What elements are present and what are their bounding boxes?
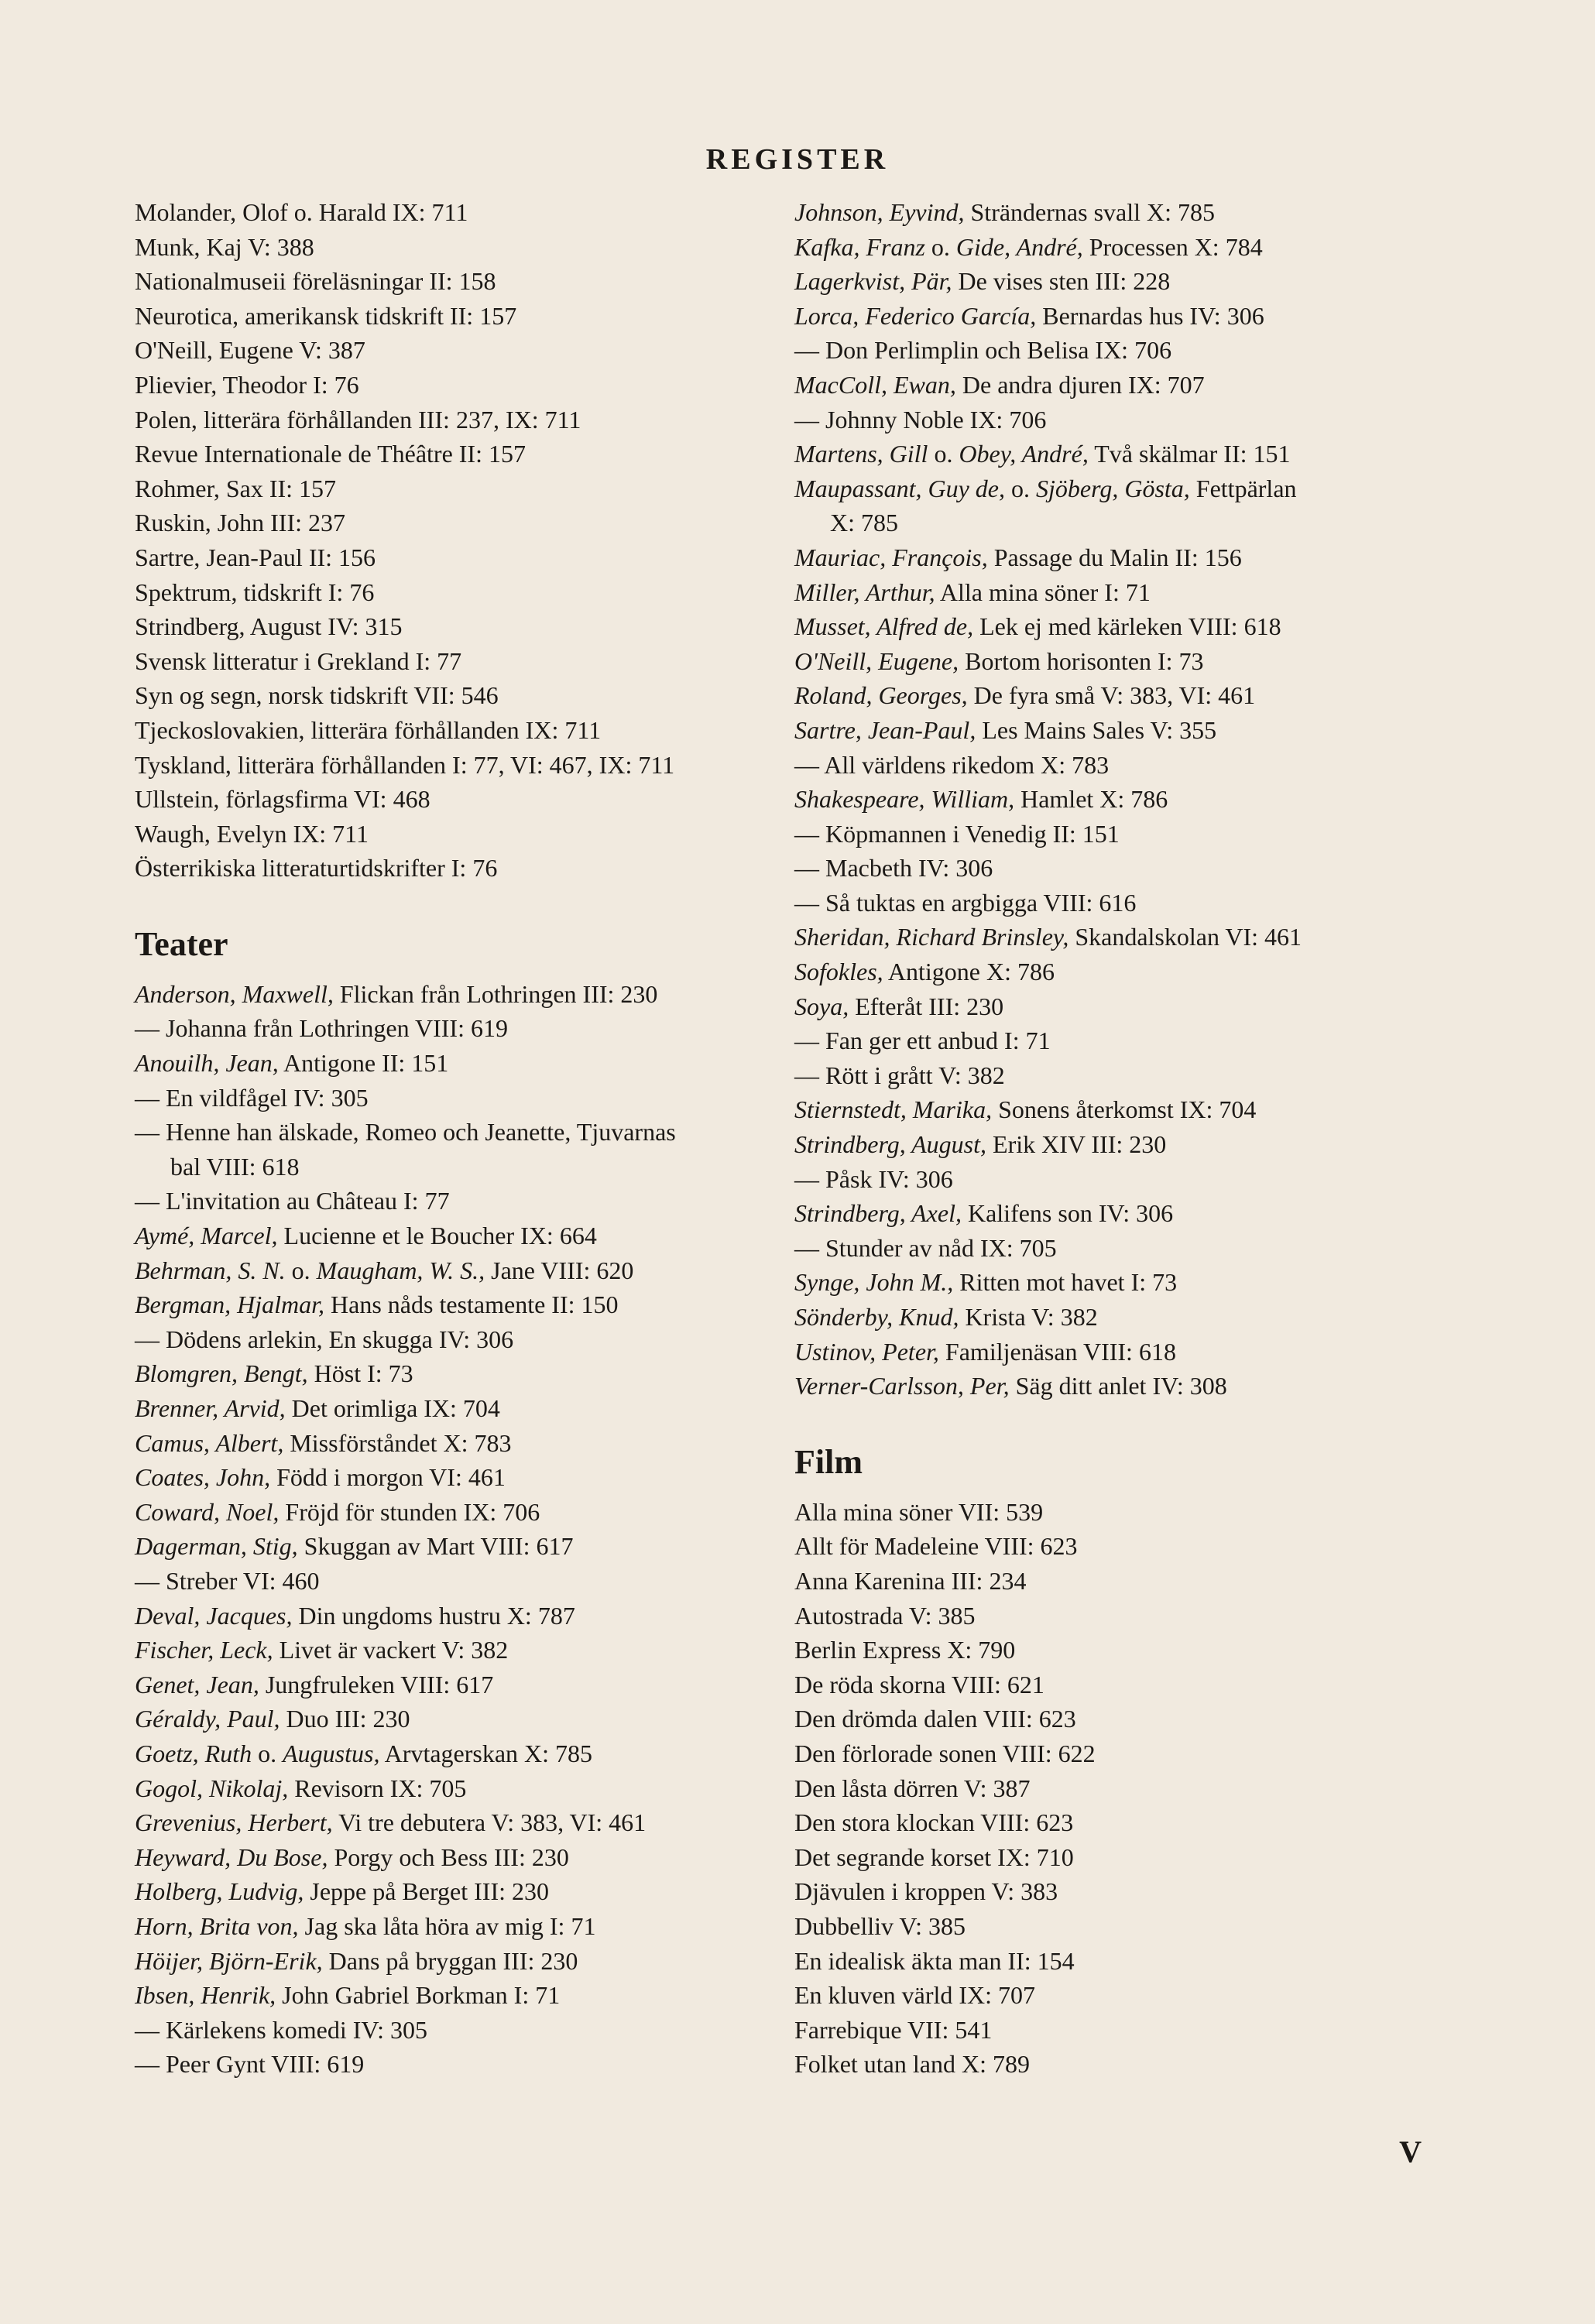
entry-title: Det orimliga IX: 704 — [285, 1394, 500, 1422]
index-entry: Den låsta dörren V: 387 — [794, 1774, 1031, 1802]
entry-title: Skuggan av Mart VIII: 617 — [297, 1532, 574, 1561]
entry-author: Behrman, S. N. — [135, 1256, 286, 1284]
index-entry: Rohmer, Sax II: 157 — [135, 474, 337, 502]
index-entry: Sartre, Jean-Paul II: 156 — [135, 543, 376, 571]
entry-author: Sheridan, Richard Brinsley, — [794, 923, 1069, 951]
entry-title: o. — [285, 1256, 317, 1284]
index-entry — [794, 540, 1476, 575]
entry-title: Bernardas hus IV: 306 — [1036, 301, 1264, 330]
entry-title: Hans nåds testamente II: 150 — [324, 1291, 619, 1319]
entry-title: Arvtagerskan X: 785 — [379, 1739, 593, 1767]
entry-title: Revisorn IX: 705 — [288, 1774, 467, 1802]
entry-author: Strindberg, August, — [794, 1130, 987, 1159]
entry-author: Ustinov, Peter, — [794, 1337, 939, 1366]
entry-title: — Peer Gynt VIII: 619 — [135, 2050, 365, 2079]
index-entry — [135, 2047, 816, 2082]
entry-author: Heyward, Du Bose, — [135, 1842, 328, 1871]
entry-title: Fettpärlan — [1189, 474, 1297, 502]
entry-author: Bergman, Hjalmar, — [135, 1291, 325, 1319]
entry-title: X: 785 — [830, 509, 898, 537]
index-entry — [794, 920, 1476, 955]
entry-title: Hamlet X: 786 — [1014, 785, 1168, 814]
right-column — [794, 195, 1476, 2082]
index-entry: Syn og segn, norsk tidskrift VII: 546 — [135, 681, 499, 710]
index-entry: Svensk litteratur i Grekland I: 77 — [135, 646, 462, 675]
index-entry: Den stora klockan VIII: 623 — [794, 1808, 1074, 1837]
entry-title: — Streber VI: 460 — [135, 1566, 320, 1595]
entry-title: Säg ditt anlet IV: 308 — [1009, 1372, 1227, 1400]
index-entry — [794, 609, 1476, 644]
entry-author: Gide, André, — [955, 232, 1083, 261]
entry-title: Duo III: 230 — [280, 1705, 410, 1733]
index-entry — [794, 955, 1476, 989]
entry-author: Augustus, — [283, 1739, 380, 1767]
index-entry: Tjeckoslovakien, litterära förhållanden IX: 711 — [135, 715, 602, 744]
index-entry: Farrebique VII: 541 — [794, 2015, 993, 2044]
index-entry: Dubbelliv V: 385 — [794, 1911, 966, 1940]
entry-title: o. — [928, 440, 959, 468]
index-entry: Den drömda dalen VIII: 623 — [794, 1705, 1076, 1733]
index-entry — [794, 817, 1476, 852]
general-index-list — [135, 195, 816, 886]
entry-author: Dagerman, Stig, — [135, 1532, 298, 1561]
index-entry — [794, 989, 1476, 1024]
entry-author: Deval, Jacques, — [135, 1601, 293, 1630]
index-entry: Munk, Kaj V: 388 — [135, 232, 314, 261]
index-entry — [135, 1909, 816, 1944]
entry-title: Erik XIV III: 230 — [986, 1130, 1167, 1159]
film-index-list — [794, 1495, 1476, 2082]
entry-title: Jag ska låta höra av mig I: 71 — [298, 1911, 596, 1940]
entry-title: — Don Perlimplin och Belisa IX: 706 — [794, 336, 1172, 365]
index-entry — [135, 1287, 816, 1322]
entry-author: Anouilh, Jean, — [135, 1049, 279, 1078]
index-entry: En idealisk äkta man II: 154 — [794, 1946, 1075, 1975]
entry-title: — Macbeth IV: 306 — [794, 854, 993, 883]
entry-author: Grevenius, Herbert, — [135, 1808, 333, 1837]
entry-title: Bortom horisonten I: 73 — [959, 646, 1204, 675]
entry-author: Martens, Gill — [794, 440, 928, 468]
entry-title: Jane VIII: 620 — [485, 1256, 634, 1284]
index-entry — [794, 1162, 1476, 1197]
index-entry: Nationalmuseii föreläsningar II: 158 — [135, 267, 496, 296]
entry-author: Coward, Noel, — [135, 1497, 280, 1526]
entry-title: Fröjd för stunden IX: 706 — [279, 1497, 540, 1526]
entry-author: Camus, Albert, — [135, 1428, 284, 1457]
entry-title: Din ungdoms hustru X: 787 — [292, 1601, 575, 1630]
index-entry: Berlin Express X: 790 — [794, 1636, 1016, 1664]
entry-author: Fischer, Leck, — [135, 1636, 273, 1664]
index-entry — [794, 368, 1476, 403]
index-entry: O'Neill, Eugene V: 387 — [135, 336, 365, 365]
entry-title: bal VIII: 618 — [170, 1152, 300, 1181]
entry-title: Processen X: 784 — [1082, 232, 1263, 261]
entry-author: Holberg, Ludvig, — [135, 1877, 304, 1906]
entry-title: o. — [1004, 474, 1036, 502]
entry-author: Gogol, Nikolaj, — [135, 1774, 289, 1802]
entry-author: Stiernstedt, Marika, — [794, 1095, 993, 1124]
index-entry — [794, 1058, 1476, 1093]
index-entry — [794, 1231, 1476, 1266]
index-entry: Den förlorade sonen VIII: 622 — [794, 1739, 1096, 1767]
index-entry — [794, 1335, 1476, 1369]
index-entry — [135, 1356, 816, 1391]
index-entry — [794, 437, 1476, 471]
entry-author: Blomgren, Bengt, — [135, 1359, 308, 1388]
section-title-film: Film — [794, 1442, 863, 1481]
entry-author: Aymé, Marcel, — [135, 1222, 278, 1250]
index-entry — [794, 1300, 1476, 1335]
entry-title: Jungfruleken VIII: 617 — [259, 1670, 494, 1698]
entry-title: — Fan ger ett anbud I: 71 — [794, 1027, 1051, 1055]
index-entry — [135, 1599, 816, 1633]
entry-author: Synge, John M., — [794, 1268, 954, 1297]
entry-author: Genet, Jean, — [135, 1670, 259, 1698]
entry-author: Roland, Georges, — [794, 681, 968, 710]
entry-title: — Kärlekens komedi IV: 305 — [135, 2015, 427, 2044]
index-entry — [135, 1944, 816, 1979]
index-entry — [794, 575, 1476, 610]
entry-title: — L'invitation au Château I: 77 — [135, 1187, 450, 1215]
entry-title: Född i morgon VI: 461 — [270, 1463, 506, 1492]
index-entry: Waugh, Evelyn IX: 711 — [135, 819, 369, 848]
entry-title: Livet är vackert V: 382 — [273, 1636, 509, 1664]
index-entry — [794, 748, 1476, 783]
page-number: V — [1399, 2134, 1422, 2169]
entry-author: Sartre, Jean-Paul, — [794, 715, 976, 744]
index-entry: Neurotica, amerikansk tidskrift II: 157 — [135, 301, 517, 330]
entry-title: Dans på bryggan III: 230 — [322, 1946, 578, 1975]
index-entry — [135, 1668, 816, 1702]
index-entry: Polen, litterära förhållanden III: 237, IX: 711 — [135, 405, 581, 434]
entry-title: Porgy och Bess III: 230 — [328, 1842, 569, 1871]
index-entry — [135, 1771, 816, 1806]
index-entry — [135, 1495, 816, 1530]
index-entry — [135, 1081, 816, 1116]
index-entry: Folket utan land X: 789 — [794, 2050, 1030, 2079]
entry-title: Höst I: 73 — [307, 1359, 413, 1388]
index-entry: Djävulen i kroppen V: 383 — [794, 1877, 1058, 1906]
index-entry — [794, 1092, 1476, 1127]
entry-title: — Rött i grått V: 382 — [794, 1061, 1005, 1089]
index-entry — [794, 713, 1476, 748]
index-entry: Anna Karenina III: 234 — [794, 1566, 1027, 1595]
index-entry — [135, 1426, 816, 1461]
index-entry: Strindberg, August IV: 315 — [135, 612, 403, 641]
entry-title: Ritten mot havet I: 73 — [953, 1268, 1178, 1297]
entry-author: Johnson, Eyvind, — [794, 198, 965, 226]
entry-title: Sonens återkomst IX: 704 — [992, 1095, 1257, 1124]
entry-title: — All världens rikedom X: 783 — [794, 750, 1110, 779]
entry-author: Géraldy, Paul, — [135, 1705, 280, 1733]
entry-title: Efteråt III: 230 — [849, 992, 1004, 1020]
entry-title: — En vildfågel IV: 305 — [135, 1083, 369, 1112]
index-entry — [135, 977, 816, 1012]
index-entry — [794, 886, 1476, 920]
index-entry — [135, 1391, 816, 1426]
index-entry — [135, 1702, 816, 1736]
entry-title: Lek ej med kärleken VIII: 618 — [973, 612, 1281, 641]
entry-author: O'Neill, Eugene, — [794, 646, 959, 675]
index-entry — [794, 403, 1476, 437]
index-entry — [794, 1023, 1476, 1058]
index-entry — [135, 1736, 816, 1771]
entry-author: Maupassant, Guy de, — [794, 474, 1005, 502]
entry-title: — Johanna från Lothringen VIII: 619 — [135, 1014, 508, 1043]
index-entry: Allt för Madeleine VIII: 623 — [794, 1532, 1078, 1561]
entry-title: Vi tre debutera V: 383, VI: 461 — [332, 1808, 647, 1837]
entry-title: o. — [924, 232, 956, 261]
index-entry — [794, 230, 1476, 265]
entry-title: Missförståndet X: 783 — [283, 1428, 512, 1457]
index-entry: Ruskin, John III: 237 — [135, 509, 345, 537]
index-entry — [135, 1253, 816, 1288]
entry-title: Alla mina söner I: 71 — [935, 578, 1151, 606]
section-title-teater: Teater — [135, 924, 228, 963]
entry-author: Horn, Brita von, — [135, 1911, 299, 1940]
entry-title: De andra djuren IX: 707 — [955, 370, 1205, 399]
index-entry — [135, 1322, 816, 1357]
index-entry — [794, 1369, 1476, 1404]
entry-title: Strändernas svall X: 785 — [964, 198, 1215, 226]
index-entry — [794, 644, 1476, 679]
entry-author: Ibsen, Henrik, — [135, 1981, 276, 2010]
entry-title: Två skälmar II: 151 — [1088, 440, 1291, 468]
index-entry: Alla mina söner VII: 539 — [794, 1497, 1044, 1526]
entry-title: Antigone X: 786 — [883, 958, 1055, 986]
entry-title: — Stunder av nåd IX: 705 — [794, 1233, 1057, 1262]
entry-author: Goetz, Ruth — [135, 1739, 252, 1767]
entry-author: Brenner, Arvid, — [135, 1394, 286, 1422]
entry-title: Familjenäsan VIII: 618 — [938, 1337, 1176, 1366]
index-entry: Ullstein, förlagsfirma VI: 468 — [135, 785, 430, 814]
entry-title: Skandalskolan VI: 461 — [1068, 923, 1302, 951]
index-entry: Revue Internationale de Théâtre II: 157 — [135, 440, 526, 468]
index-entry: De röda skorna VIII: 621 — [794, 1670, 1044, 1698]
index-entry — [135, 1564, 816, 1599]
entry-author: Sofokles, — [794, 958, 883, 986]
entry-author: Sönderby, Knud, — [794, 1303, 959, 1331]
index-entry — [135, 1115, 816, 1150]
entry-author: Höijer, Björn-Erik, — [135, 1946, 323, 1975]
index-entry — [794, 678, 1476, 713]
entry-author: Anderson, Maxwell, — [135, 979, 334, 1008]
index-entry: Tyskland, litterära förhållanden I: 77, VI: 467, IX: 711 — [135, 750, 675, 779]
index-entry — [135, 2013, 816, 2048]
entry-author: Verner-Carlsson, Per, — [794, 1372, 1010, 1400]
entry-title: John Gabriel Borkman I: 71 — [276, 1981, 561, 2010]
entry-title: o. — [252, 1739, 283, 1767]
entry-author: Mauriac, François, — [794, 543, 988, 571]
teater-index-list — [135, 977, 816, 2082]
entry-title: Antigone II: 151 — [278, 1049, 449, 1078]
left-column — [135, 195, 816, 2082]
teater-index-list-continued — [794, 195, 1476, 1404]
index-entry — [135, 1805, 816, 1840]
entry-title: De fyra små V: 383, VI: 461 — [967, 681, 1256, 710]
entry-author: Maugham, W. S., — [316, 1256, 485, 1284]
entry-title: Flickan från Lothringen III: 230 — [333, 979, 658, 1008]
entry-author: Lorca, Federico García, — [794, 301, 1037, 330]
entry-author: Lagerkvist, Pär, — [794, 267, 952, 296]
index-entry — [794, 1265, 1476, 1300]
entry-author: Miller, Arthur, — [794, 578, 935, 606]
index-entry — [794, 1196, 1476, 1231]
page-header: REGISTER — [705, 143, 890, 176]
index-entry: En kluven värld IX: 707 — [794, 1981, 1036, 2010]
entry-author: Kafka, Franz — [794, 232, 925, 261]
index-entry — [794, 264, 1476, 299]
index-entry: Det segrande korset IX: 710 — [794, 1842, 1074, 1871]
index-entry — [794, 851, 1476, 886]
entry-author: Shakespeare, William, — [794, 785, 1015, 814]
entry-author: Soya, — [794, 992, 849, 1020]
entry-title: Kalifens son IV: 306 — [961, 1199, 1174, 1228]
entry-author: MacColl, Ewan, — [794, 370, 956, 399]
index-entry: Österrikiska litteraturtidskrifter I: 76 — [135, 854, 498, 883]
index-entry — [135, 1219, 816, 1253]
index-entry — [135, 1046, 816, 1081]
index-entry — [794, 195, 1476, 230]
entry-title: — Köpmannen i Venedig II: 151 — [794, 819, 1120, 848]
entry-title: Krista V: 382 — [959, 1303, 1098, 1331]
entry-author: Obey, André, — [959, 440, 1089, 468]
entry-title: Les Mains Sales V: 355 — [976, 715, 1217, 744]
entry-title: Jeppe på Berget III: 230 — [304, 1877, 549, 1906]
entry-title: — Johnny Noble IX: 706 — [794, 405, 1047, 434]
entry-title: — Henne han älskade, Romeo och Jeanette, Tjuvarnas — [135, 1118, 676, 1147]
index-entry — [794, 333, 1476, 368]
index-entry — [135, 1150, 816, 1184]
index-entry — [135, 1184, 816, 1219]
index-entry — [794, 1127, 1476, 1162]
index-entry — [135, 1529, 816, 1564]
entry-author: Sjöberg, Gösta, — [1035, 474, 1190, 502]
index-entry: Autostrada V: 385 — [794, 1601, 976, 1630]
index-entry — [794, 471, 1476, 506]
index-entry — [135, 1978, 816, 2013]
index-entry: Molander, Olof o. Harald IX: 711 — [135, 198, 468, 226]
entry-author: Musset, Alfred de, — [794, 612, 974, 641]
index-entry — [135, 1460, 816, 1495]
index-entry — [135, 1874, 816, 1909]
index-entry — [135, 1633, 816, 1668]
index-entry — [794, 299, 1476, 334]
index-entry — [135, 1840, 816, 1875]
entry-title: De vises sten III: 228 — [952, 267, 1171, 296]
index-entry — [794, 506, 1476, 540]
entry-author: Strindberg, Axel, — [794, 1199, 962, 1228]
entry-author: Coates, John, — [135, 1463, 271, 1492]
entry-title: Lucienne et le Boucher IX: 664 — [277, 1222, 597, 1250]
index-entry — [794, 782, 1476, 817]
entry-title: Passage du Malin II: 156 — [987, 543, 1242, 571]
index-entry: Plievier, Theodor I: 76 — [135, 370, 359, 399]
entry-title: — Dödens arlekin, En skugga IV: 306 — [135, 1325, 514, 1353]
index-entry: Spektrum, tidskrift I: 76 — [135, 578, 375, 606]
entry-title: — Påsk IV: 306 — [794, 1164, 953, 1193]
index-entry — [135, 1011, 816, 1046]
entry-title: — Så tuktas en argbigga VIII: 616 — [794, 888, 1137, 917]
